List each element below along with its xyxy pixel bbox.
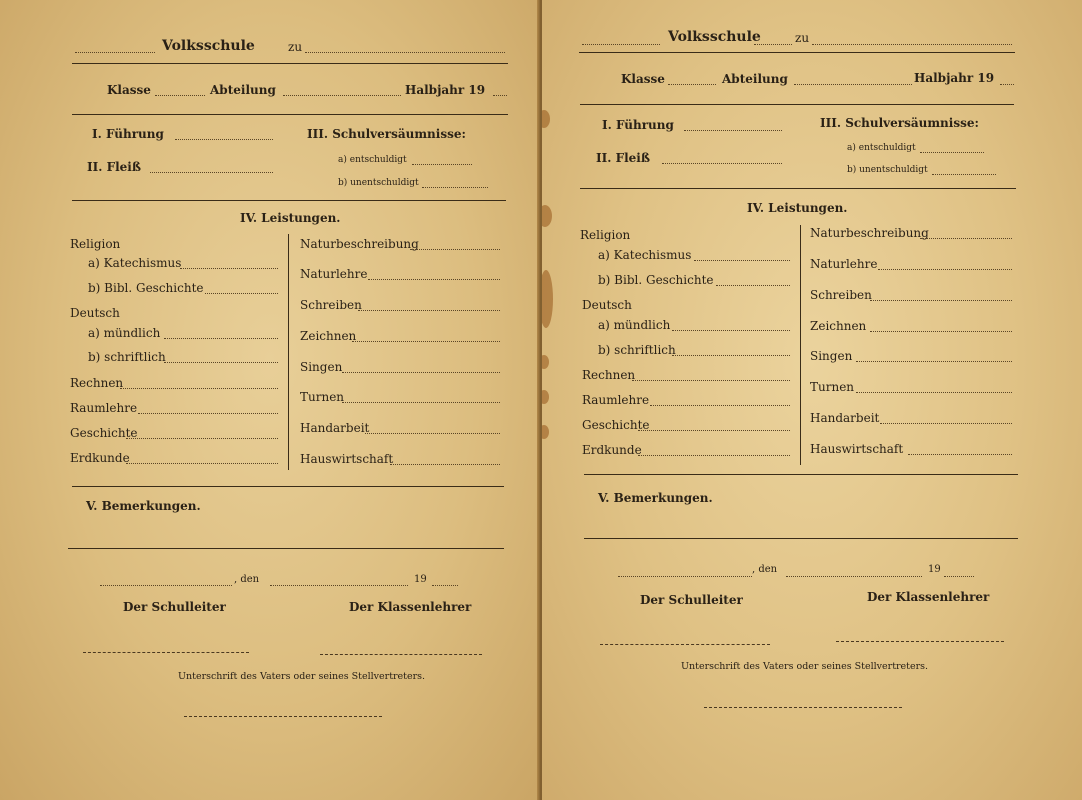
klassenlehrer-label: Der Klassenlehrer <box>349 600 472 614</box>
halbjahr-field <box>493 95 507 96</box>
header-rule <box>72 63 508 64</box>
den-label: , den <box>234 574 260 585</box>
grade-field <box>180 268 278 269</box>
school-place-field <box>305 52 505 53</box>
year-label: 19 <box>928 564 941 575</box>
unterschrift-label: Unterschrift des Vaters oder seines Stellvertreters. <box>681 661 929 672</box>
school-title: Volksschule <box>668 29 761 45</box>
rule-4 <box>72 486 504 487</box>
school-name-field <box>582 44 660 45</box>
leistungen-heading: IV. Leistungen. <box>747 201 848 215</box>
grade-field <box>632 380 790 381</box>
fleiss-label: II. Fleiß <box>596 151 650 165</box>
klasse-field <box>155 95 205 96</box>
subject-item: Erdkunde <box>70 451 130 465</box>
abteilung-label: Abteilung <box>210 83 276 97</box>
schulleiter-label: Der Schulleiter <box>640 593 743 607</box>
versaeumnisse-label: III. Schulversäumnisse: <box>820 116 979 130</box>
grade-field <box>672 330 790 331</box>
subject-item: a) mündlich <box>598 318 671 332</box>
unentschuldigt-field <box>932 174 996 175</box>
entschuldigt-label: a) entschuldigt <box>338 155 407 165</box>
entschuldigt-field <box>412 164 472 165</box>
subject-item: Raumlehre <box>70 401 138 415</box>
klassenlehrer-signature-line <box>836 641 1004 642</box>
fleiss-field <box>662 163 782 164</box>
grade-field <box>856 392 1012 393</box>
school-title: Volksschule <box>162 38 255 54</box>
grade-field <box>365 433 500 434</box>
subject-item: Schreiben <box>300 298 362 312</box>
subject-item: Turnen <box>810 380 855 394</box>
subjects-divider <box>800 225 801 465</box>
school-dots-mid <box>754 44 792 45</box>
grade-field <box>878 269 1012 270</box>
klasse-label: Klasse <box>107 83 151 97</box>
halbjahr-label: Halbjahr 19 <box>405 83 486 97</box>
grade-field <box>716 285 790 286</box>
klassenlehrer-signature-line <box>320 654 482 655</box>
subject-item: Raumlehre <box>582 393 650 407</box>
subject-item: Naturbeschreibung <box>300 237 419 251</box>
subject-item: Zeichnen <box>810 319 867 333</box>
right-page <box>542 0 1082 800</box>
subject-item: Deutsch <box>582 298 632 312</box>
unterschrift-label: Unterschrift des Vaters oder seines Stellvertreters. <box>178 671 426 682</box>
subject-item: Deutsch <box>70 306 120 320</box>
rule-3 <box>72 200 506 201</box>
year-field <box>944 576 974 577</box>
subject-item: Schreiben <box>810 288 872 302</box>
subject-item: Singen <box>810 349 853 363</box>
fuehrung-label: I. Führung <box>92 127 164 141</box>
subject-item: Handarbeit <box>810 411 880 425</box>
subject-item: Religion <box>580 228 631 242</box>
bemerkungen-rule <box>584 538 1018 539</box>
subject-item: Naturbeschreibung <box>810 226 929 240</box>
stain <box>542 270 553 328</box>
subject-item: Naturlehre <box>300 267 368 281</box>
rule-4 <box>584 474 1018 475</box>
grade-field <box>126 463 278 464</box>
school-name-field <box>75 52 155 53</box>
grade-field <box>908 454 1012 455</box>
rule-2 <box>72 114 508 115</box>
fuehrung-field <box>175 139 273 140</box>
header-rule <box>579 52 1015 53</box>
grade-field <box>126 438 278 439</box>
grade-field <box>920 238 1012 239</box>
bemerkungen-label: V. Bemerkungen. <box>598 491 713 505</box>
grade-field <box>410 249 500 250</box>
zu-label: zu <box>288 40 303 54</box>
grade-field <box>164 338 278 339</box>
grade-field <box>880 423 1012 424</box>
subject-item: Hauswirtschaft <box>300 452 394 466</box>
grade-field <box>638 430 790 431</box>
grade-field <box>390 464 500 465</box>
zu-label: zu <box>795 31 810 45</box>
grade-field <box>650 405 790 406</box>
rule-3 <box>580 188 1016 189</box>
date-field <box>786 576 922 577</box>
grade-field <box>638 455 790 456</box>
grade-field <box>164 362 278 363</box>
subject-item: Erdkunde <box>582 443 642 457</box>
subject-item: b) Bibl. Geschichte <box>88 281 204 295</box>
subject-item: Handarbeit <box>300 421 370 435</box>
stain <box>542 390 549 404</box>
den-label: , den <box>752 564 778 575</box>
abteilung-label: Abteilung <box>722 72 788 86</box>
entschuldigt-field <box>920 152 984 153</box>
subject-item: Turnen <box>300 390 345 404</box>
bemerkungen-label: V. Bemerkungen. <box>86 499 201 513</box>
grade-field <box>205 293 278 294</box>
stain <box>542 110 550 128</box>
entschuldigt-label: a) entschuldigt <box>847 143 916 153</box>
abteilung-field <box>283 95 401 96</box>
bemerkungen-rule <box>68 548 504 549</box>
subject-item: Geschichte <box>70 426 138 440</box>
fuehrung-label: I. Führung <box>602 118 674 132</box>
grade-field <box>352 341 500 342</box>
subject-item: b) schriftlich <box>88 350 166 364</box>
subject-item: a) Katechismus <box>598 248 692 262</box>
subject-item: Rechnen <box>70 376 124 390</box>
subject-item: Religion <box>70 237 121 251</box>
klasse-field <box>668 84 716 85</box>
unentschuldigt-label: b) unentschuldigt <box>338 178 419 188</box>
parent-signature-line <box>704 707 902 708</box>
subject-item: Geschichte <box>582 418 650 432</box>
subject-item: b) Bibl. Geschichte <box>598 273 714 287</box>
schulleiter-signature-line <box>83 652 249 653</box>
unentschuldigt-field <box>422 187 488 188</box>
fuehrung-field <box>684 130 782 131</box>
place-field <box>100 585 232 586</box>
subject-item: a) Katechismus <box>88 256 182 270</box>
klasse-label: Klasse <box>621 72 665 86</box>
fleiss-field <box>150 172 273 173</box>
subject-item: Zeichnen <box>300 329 357 343</box>
halbjahr-label: Halbjahr 19 <box>914 71 995 85</box>
schulleiter-label: Der Schulleiter <box>123 600 226 614</box>
grade-field <box>856 361 1012 362</box>
grade-field <box>672 355 790 356</box>
versaeumnisse-label: III. Schulversäumnisse: <box>307 127 466 141</box>
stain <box>542 205 552 227</box>
grade-field <box>368 279 500 280</box>
year-label: 19 <box>414 574 427 585</box>
subjects-divider <box>288 234 289 470</box>
rule-2 <box>580 104 1014 105</box>
subject-item: Rechnen <box>582 368 636 382</box>
school-place-field <box>812 44 1012 45</box>
grade-field <box>120 388 278 389</box>
klassenlehrer-label: Der Klassenlehrer <box>867 590 990 604</box>
grade-field <box>694 260 790 261</box>
parent-signature-line <box>184 716 382 717</box>
grade-field <box>138 413 278 414</box>
halbjahr-field <box>1000 84 1014 85</box>
unentschuldigt-label: b) unentschuldigt <box>847 165 928 175</box>
date-field <box>270 585 408 586</box>
abteilung-field <box>794 84 912 85</box>
grade-field <box>342 402 500 403</box>
stain <box>542 355 549 369</box>
left-page <box>0 0 540 800</box>
subject-item: Singen <box>300 360 343 374</box>
grade-field <box>870 300 1012 301</box>
place-field <box>618 576 752 577</box>
year-field <box>432 585 458 586</box>
fleiss-label: II. Fleiß <box>87 160 141 174</box>
subject-item: b) schriftlich <box>598 343 676 357</box>
grade-field <box>358 310 500 311</box>
grade-field <box>342 372 500 373</box>
grade-field <box>870 331 1012 332</box>
subject-item: Hauswirtschaft <box>810 442 904 456</box>
schulleiter-signature-line <box>600 644 770 645</box>
leistungen-heading: IV. Leistungen. <box>240 211 341 225</box>
subject-item: Naturlehre <box>810 257 878 271</box>
subject-item: a) mündlich <box>88 326 161 340</box>
stain <box>542 425 549 439</box>
